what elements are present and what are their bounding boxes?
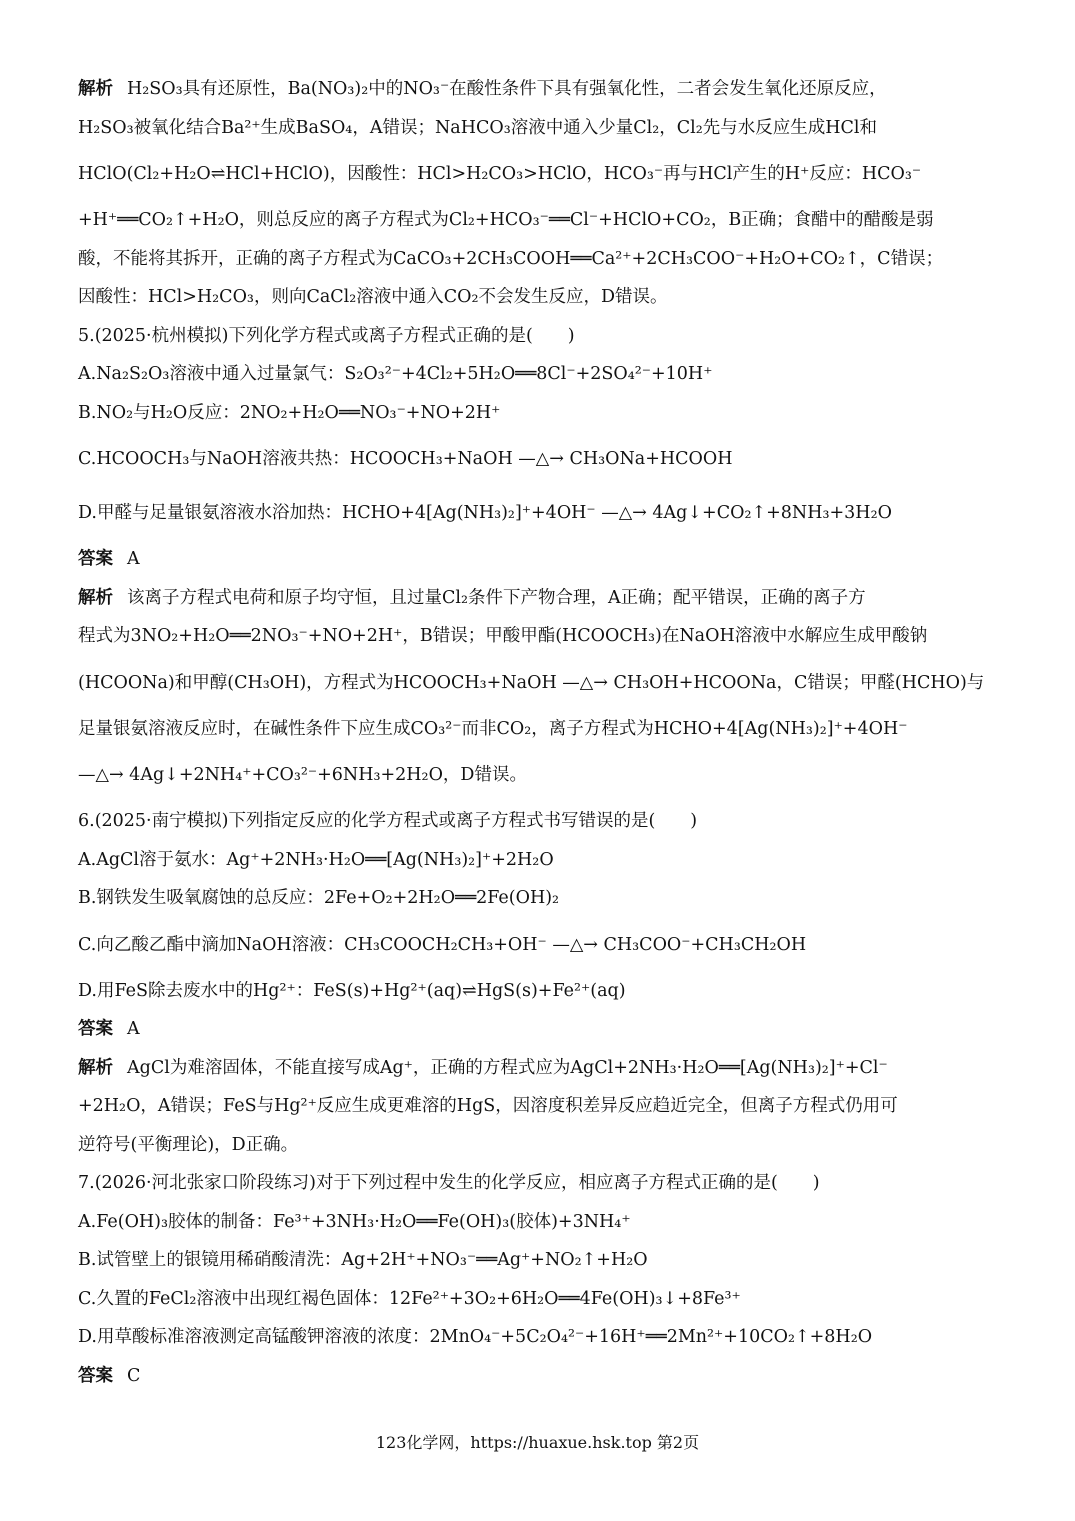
line-text: HClO(Cl₂+H₂O⇌HCl+HClO)，因酸性：HCl>H₂CO₃>HClO，HCO₃⁻再与HCl产生的H⁺反应：HCO₃⁻ xyxy=(78,164,922,184)
text-line xyxy=(78,617,988,656)
line-text: A.Na₂S₂O₃溶液中通入过量氯气：S₂O₃²⁻+4Cl₂+5H₂O══8Cl⁻+2SO₄²⁻+10H⁺ xyxy=(78,364,713,384)
line-text: D.甲醛与足量银氨溶液水浴加热：HCHO+4[Ag(NH₃)₂]⁺+4OH⁻ —△→ 4Ag↓+CO₂↑+8NH₃+3H₂O xyxy=(78,503,892,523)
text-line xyxy=(78,1010,988,1049)
text-line xyxy=(78,1049,988,1088)
line-text: (HCOONa)和甲醇(CH₃OH)，方程式为HCOOCH₃+NaOH —△→ CH₃OH+HCOONa，C错误；甲醛(HCHO)与 xyxy=(78,672,985,693)
text-line xyxy=(78,656,988,710)
analysis-label: 解析 xyxy=(78,79,113,99)
line-text: B.试管壁上的银镜用稀硝酸清洗：Ag+2H⁺+NO₃⁻══Ag⁺+NO₂↑+H₂O xyxy=(78,1250,648,1270)
answer-label: 答案 xyxy=(78,549,113,569)
line-text: A xyxy=(127,549,140,569)
text-line xyxy=(78,802,988,841)
text-line xyxy=(78,1203,988,1242)
line-text: D.用FeS除去废水中的Hg²⁺：FeS(s)+Hg²⁺(aq)⇌HgS(s)+Fe²⁺(aq) xyxy=(78,980,626,1001)
line-text: 程式为3NO₂+H₂O══2NO₃⁻+NO+2H⁺，B错误；甲酸甲酯(HCOOCH₃)在NaOH溶液中水解应生成甲酸钠 xyxy=(78,626,928,646)
line-text: C.HCOOCH₃与NaOH溶液共热：HCOOCH₃+NaOH —△→ CH₃ONa+HCOOH xyxy=(78,449,733,469)
text-line xyxy=(78,486,988,540)
page-footer: 123化学网，https://huaxue.hsk.top 第2页 xyxy=(375,1433,700,1452)
text-line xyxy=(78,540,988,579)
line-text: 因酸性：HCl>H₂CO₃，则向CaCl₂溶液中通入CO₂不会发生反应，D错误。 xyxy=(78,287,668,307)
text-line xyxy=(78,1126,988,1165)
line-text: 6.(2025·南宁模拟)下列指定反应的化学方程式或离子方程式书写错误的是( ) xyxy=(78,811,698,831)
line-text: H₂SO₃具有还原性，Ba(NO₃)₂中的NO₃⁻在酸性条件下具有强氧化性，二者会发生氧化还原反应， xyxy=(127,79,887,99)
line-text: B.NO₂与H₂O反应：2NO₂+H₂O══NO₃⁻+NO+2H⁺ xyxy=(78,402,501,423)
line-text: +2H₂O，A错误；FeS与Hg²⁺反应生成更难溶的HgS，因溶度积差异反应趋近完全，但离子方程式仍用可 xyxy=(78,1096,898,1116)
text-line xyxy=(78,1164,988,1203)
text-line xyxy=(78,201,988,240)
answer-label: 答案 xyxy=(78,1365,113,1386)
text-line xyxy=(78,879,988,918)
text-line xyxy=(78,579,988,618)
line-text: H₂SO₃被氧化结合Ba²⁺生成BaSO₄，A错误；NaHCO₃溶液中通入少量Cl₂，Cl₂先与水反应生成HCl和 xyxy=(78,117,877,138)
text-line xyxy=(78,748,988,802)
text-line xyxy=(78,317,988,356)
text-line xyxy=(78,1087,988,1126)
text-line xyxy=(78,841,988,880)
text-line xyxy=(78,109,988,148)
text-line xyxy=(78,1280,988,1319)
text-line xyxy=(78,147,988,201)
analysis-label: 解析 xyxy=(78,587,113,608)
text-line xyxy=(78,432,988,486)
text-line xyxy=(78,394,988,433)
line-text: AgCl为难溶固体，不能直接写成Ag⁺，正确的方程式应为AgCl+2NH₃·H₂O══[Ag(NH₃)₂]⁺+Cl⁻ xyxy=(127,1057,888,1078)
text-line xyxy=(78,1357,988,1396)
text-line xyxy=(78,278,988,317)
text-line xyxy=(78,972,988,1011)
text-line xyxy=(78,1318,988,1357)
document-body xyxy=(78,70,988,1395)
text-line xyxy=(78,918,988,972)
line-text: A xyxy=(127,1019,140,1039)
line-text: A.AgCl溶于氨水：Ag⁺+2NH₃·H₂O══[Ag(NH₃)₂]⁺+2H₂O xyxy=(78,849,554,870)
line-text: 足量银氨溶液反应时，在碱性条件下应生成CO₃²⁻而非CO₂，离子方程式为HCHO+4[Ag(NH₃)₂]⁺+4OH⁻ xyxy=(78,718,908,739)
line-text: B.钢铁发生吸氧腐蚀的总反应：2Fe+O₂+2H₂O══2Fe(OH)₂ xyxy=(78,888,560,908)
line-text: 酸，不能将其拆开，正确的离子方程式为CaCO₃+2CH₃COOH══Ca²⁺+2CH₃COO⁻+H₂O+CO₂↑，C错误； xyxy=(78,248,944,269)
line-text: —△→ 4Ag↓+2NH₄⁺+CO₃²⁻+6NH₃+2H₂O，D错误。 xyxy=(78,765,527,785)
answer-label: 答案 xyxy=(78,1019,113,1039)
text-line xyxy=(78,1241,988,1280)
text-line xyxy=(78,240,988,279)
line-text: C.向乙酸乙酯中滴加NaOH溶液：CH₃COOCH₂CH₃+OH⁻ —△→ CH₃COO⁻+CH₃CH₂OH xyxy=(78,934,807,955)
line-text: C.久置的FeCl₂溶液中出现红褐色固体：12Fe²⁺+3O₂+6H₂O══4Fe(OH)₃↓+8Fe³⁺ xyxy=(78,1288,741,1309)
line-text: A.Fe(OH)₃胶体的制备：Fe³⁺+3NH₃·H₂O══Fe(OH)₃(胶体)+3NH₄⁺ xyxy=(78,1211,631,1232)
line-text: D.用草酸标准溶液测定高锰酸钾溶液的浓度：2MnO₄⁻+5C₂O₄²⁻+16H⁺══2Mn²⁺+10CO₂↑+8H₂O xyxy=(78,1327,873,1347)
analysis-label: 解析 xyxy=(78,1057,113,1078)
line-text: 7.(2026·河北张家口阶段练习)对于下列过程中发生的化学反应，相应离子方程式正确的是( ) xyxy=(78,1173,820,1193)
text-line xyxy=(78,70,988,109)
line-text: 5.(2025·杭州模拟)下列化学方程式或离子方程式正确的是( ) xyxy=(78,325,575,346)
text-line xyxy=(78,355,988,394)
line-text: 逆符号(平衡理论)，D正确。 xyxy=(78,1134,299,1155)
line-text: C xyxy=(127,1365,141,1386)
line-text: +H⁺══CO₂↑+H₂O，则总反应的离子方程式为Cl₂+HCO₃⁻══Cl⁻+HClO+CO₂，B正确；食醋中的醋酸是弱 xyxy=(78,210,934,230)
line-text: 该离子方程式电荷和原子均守恒，且过量Cl₂条件下产物合理，A正确；配平错误，正确的离子方 xyxy=(127,587,866,608)
text-line xyxy=(78,710,988,749)
